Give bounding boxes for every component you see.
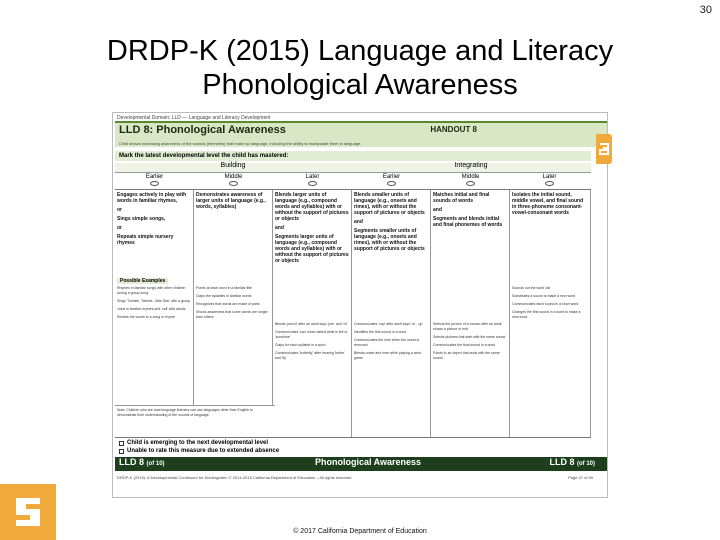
radio-circle-icon[interactable] [387, 181, 396, 186]
radio-circle-icon[interactable] [150, 181, 159, 186]
level-integrating-earlier[interactable] [352, 174, 431, 186]
examples [196, 286, 270, 323]
example-item: Communicates the rime when the onset is removed [354, 338, 420, 347]
level-row [115, 174, 591, 188]
orange-tab-icon [596, 134, 612, 164]
mark-instruction: Mark the latest developmental level the child has mastered: [115, 151, 591, 161]
example-item: Sings 'Twinkle, Twinkle, Little Star' with a group [117, 299, 191, 303]
level-integrating-later[interactable] [510, 174, 589, 186]
example-item: Recites the words to a song or rhyme [117, 315, 175, 319]
dll-note: Note: Children who are dual language learners can use languages other than English to demonstrate their understanding of the sounds of language. [115, 405, 275, 437]
example-item: Communicates 'butterfly' after hearing 'butter' and 'fly' [275, 351, 345, 360]
descriptor-line: or [117, 225, 122, 231]
level-label: Earlier [145, 174, 164, 180]
example-item: Recognizes that words are made of parts [196, 302, 260, 306]
measure-description: Child shows increasing awareness of the sounds (elements) that make up language, including the ability to manipulate them in language. [119, 141, 362, 146]
descriptor-line: and [354, 219, 363, 225]
checkbox-section [115, 437, 591, 455]
radio-circle-icon[interactable] [229, 181, 238, 186]
example-item: Joins in familiar rhymes and 'call' with adults [117, 307, 186, 311]
radio-circle-icon[interactable] [545, 181, 554, 186]
logo-glyph [8, 492, 48, 532]
doc-page-number: Page 37 of 59 [568, 475, 593, 480]
tab-glyph [596, 134, 612, 164]
doc-topline: Developmental Domain: LLD — Language and Literacy Development [117, 115, 271, 121]
example-item: Points to an object that ends with the same sound [433, 351, 500, 360]
unable-label: Unable to rate this measure due to extended absence [127, 448, 280, 454]
footer-code: LLD 8 [549, 457, 575, 467]
doc-header [115, 121, 607, 147]
column-building-later [273, 190, 352, 438]
example-item: Claps for each syllable in a word [275, 343, 326, 347]
unable-checkbox-row[interactable] [119, 447, 587, 455]
column-integrating-later [510, 190, 591, 438]
column-integrating-middle [431, 190, 510, 438]
footer-measure-right [549, 459, 595, 467]
example-item: Shows awareness that some words are longer than others [196, 310, 268, 319]
embedded-document [112, 112, 608, 498]
descriptor-line: Segments smaller units of language (e.g., onsets and rimes), with or without the support of pictures or objects [354, 228, 425, 252]
emerging-label: Child is emerging to the next developmental level [127, 440, 269, 446]
title-line-1: DRDP-K (2015) Language and Literacy [106, 35, 614, 67]
doc-footer-band [115, 457, 607, 471]
examples [117, 286, 191, 323]
example-item: Blends 'pencil' after an adult says 'pen' and 'cil' [275, 322, 348, 326]
example-item: Communicates the final sound in a word [433, 343, 496, 347]
descriptor-line: or [117, 207, 122, 213]
level-label: Earlier [382, 174, 401, 180]
examples [512, 286, 586, 323]
level-building-later[interactable] [273, 174, 352, 186]
descriptor-grid [115, 189, 591, 437]
descriptor-line: Segments larger units of language (e.g., compound words and syllables) with or without the support of pictures or objects [275, 234, 349, 264]
slide-title [0, 34, 720, 102]
column-building-middle [194, 190, 273, 438]
level-label: Later [305, 174, 320, 180]
level-building-earlier[interactable] [115, 174, 194, 186]
slide-copyright: © 2017 California Department of Education [293, 528, 427, 535]
example-item: Selects pictures that start with the same sound [433, 335, 506, 339]
level-label: Middle [461, 174, 480, 180]
descriptor-line: and [433, 207, 442, 213]
examples [275, 322, 349, 364]
descriptor-line: Blends smaller units of language (e.g., onsets and rimes), with or without the support of pictures or objects [354, 192, 425, 216]
column-integrating-earlier [352, 190, 431, 438]
doc-copyright: DRDP-K (2015): A Developmental Continuum for Kindergarten © 2014-2015 California Department of Education – All rights reserved [117, 475, 352, 480]
example-item: Points at each word in a familiar title [196, 286, 253, 290]
footer-code: LLD 8 [119, 457, 145, 467]
descriptor [275, 192, 349, 264]
column-building-earlier [115, 190, 194, 438]
descriptor-line: Repeats simple nursery rhymes [117, 234, 174, 246]
example-item: Selects the picture of a mouse after an adult shows a picture of mitt [433, 322, 502, 331]
descriptor-line: Blends larger units of language (e.g., compound words and syllables) with or without the support of pictures or objects [275, 192, 349, 222]
descriptor-line: Segments and blends initial and final phonemes of words [433, 216, 503, 228]
descriptor [117, 192, 191, 246]
example-item: Blends onset and rime while playing a word game [354, 351, 422, 360]
descriptor [196, 192, 270, 210]
examples [433, 322, 507, 364]
example-item: Communicates 'sun' when asked what is left of 'sunshine' [275, 330, 348, 339]
descriptor-line: Engages actively in play with words in familiar rhymes, [117, 192, 187, 204]
title-line-2: Phonological Awareness [202, 69, 518, 101]
example-item: Substitutes a sound to make a new word [512, 294, 576, 298]
example-item: Identifies the first sound in a word [354, 330, 407, 334]
examples-label: Possible Examples [117, 278, 168, 284]
examples [354, 322, 428, 364]
descriptor [433, 192, 507, 228]
footer-measure-left [119, 459, 165, 467]
level-label: Middle [224, 174, 243, 180]
band-integrating: Integrating [351, 163, 591, 173]
level-label: Later [542, 174, 557, 180]
emerging-checkbox-row[interactable] [119, 439, 587, 447]
example-item: Rhymes in familiar songs with other children during a group song [117, 286, 186, 295]
footer-count: (of 10) [146, 461, 165, 467]
example-item: Changes the first sound in a word to make a new word [512, 310, 581, 319]
example-item: Communicates each sound in a short word [512, 302, 579, 306]
radio-circle-icon[interactable] [466, 181, 475, 186]
descriptor-line: Matches initial and final sounds of words [433, 192, 490, 204]
footer-measure-name: Phonological Awareness [315, 457, 422, 467]
level-building-middle[interactable] [194, 174, 273, 186]
descriptor-line: and [275, 225, 284, 231]
band-building: Building [115, 163, 351, 173]
example-item: Communicates 'cup' after adult says '/c/ - up' [354, 322, 424, 326]
descriptor-line: Demonstrates awareness of larger units of language (e.g., words, syllables) [196, 192, 266, 210]
radio-circle-icon[interactable] [308, 181, 317, 186]
checkbox-icon[interactable] [119, 449, 124, 454]
footer-count: (of 10) [577, 461, 595, 467]
descriptor-line: Sings simple songs, [117, 216, 166, 222]
descriptor [512, 192, 588, 216]
descriptor [354, 192, 428, 252]
descriptor-line: Isolates the initial sound, middle vowel, and final sound in three-phoneme consonant-vowel-consonant words [512, 192, 584, 216]
handout-label: HANDOUT 8 [430, 125, 477, 134]
example-item: Claps the syllables in familiar words [196, 294, 252, 298]
measure-title: LLD 8: Phonological Awareness [119, 124, 286, 136]
level-integrating-middle[interactable] [431, 174, 510, 186]
slide-number: 30 [699, 4, 712, 16]
example-item: Sounds out the word cat [512, 286, 550, 290]
checkbox-icon[interactable] [119, 441, 124, 446]
